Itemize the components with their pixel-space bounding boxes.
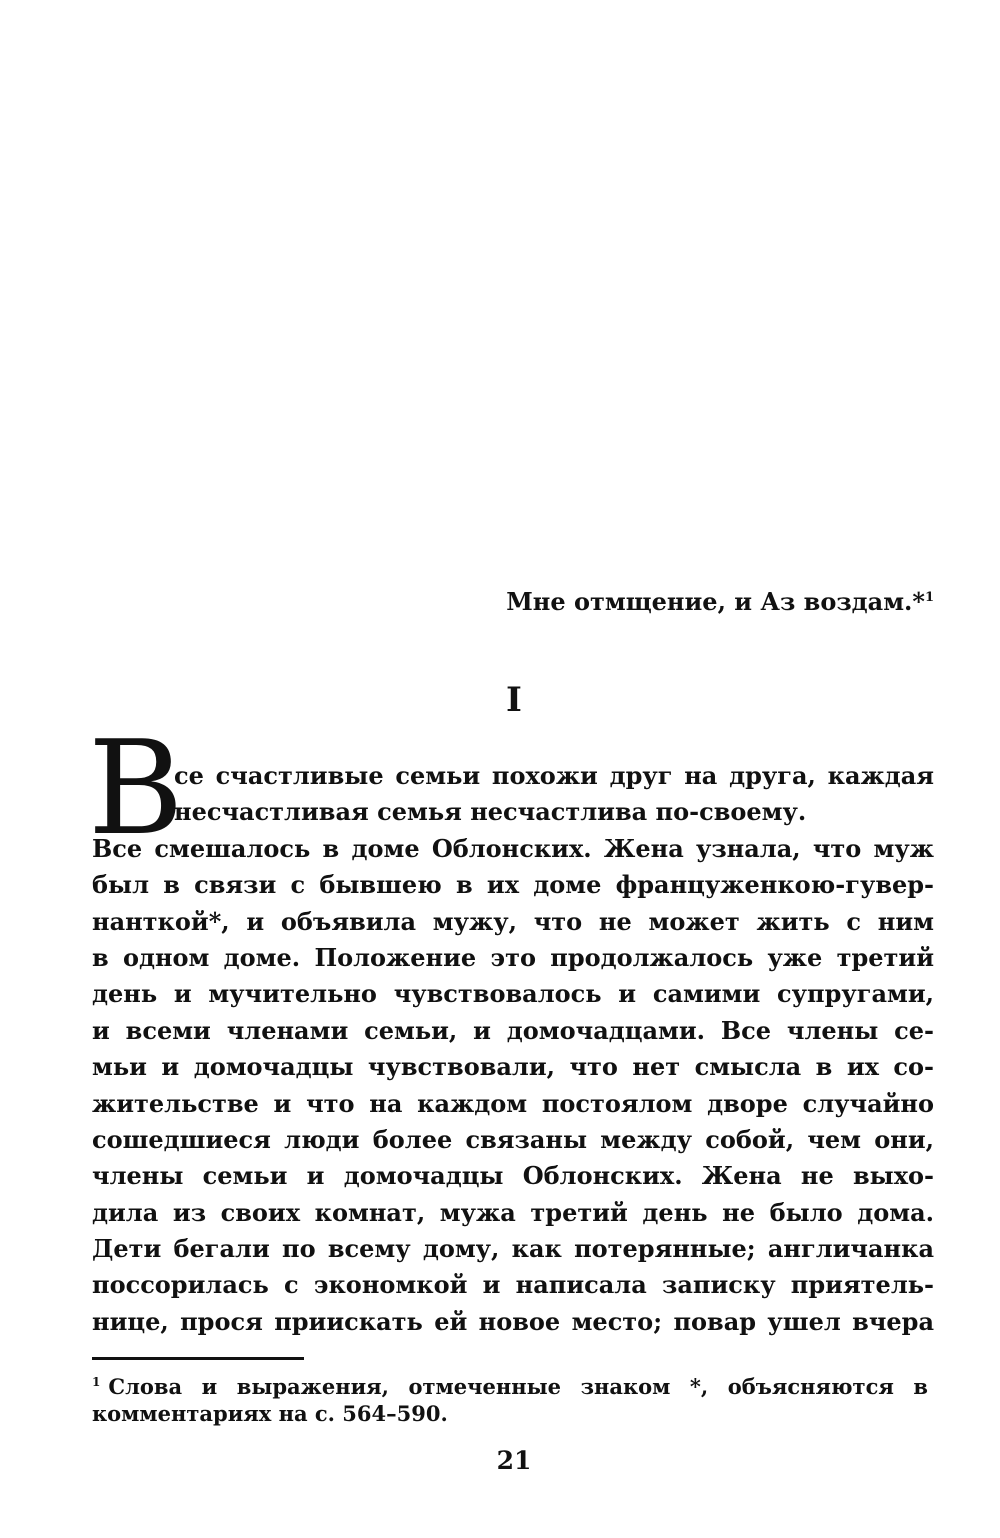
footnote-marker: 1 <box>92 1375 101 1389</box>
text-line: нице, прося приискать ей новое место; повар ушел вчера <box>92 1306 934 1336</box>
text-line: в одном доме. Положение это продолжалось уже третий <box>92 942 934 972</box>
footnote-line <box>92 1366 928 1398</box>
text-line: се счастливые семьи похожи друг на друга, каждая <box>174 761 934 790</box>
text-line: мьи и домочадцы чувствовали, что нет смысла в их со- <box>92 1052 934 1082</box>
epigraph <box>92 582 934 618</box>
text-line: поссорилась с экономкой и написала записку приятель- <box>92 1270 934 1300</box>
epigraph-text: Мне отмщение, и Аз воздам.* <box>506 587 925 616</box>
footnote-line: комментариях на с. 564–590. <box>92 1401 448 1426</box>
drop-cap: В <box>88 712 184 864</box>
footnote-text: Слова и выражения, отмеченные знаком *, объясняются в <box>108 1374 928 1399</box>
footnote-divider <box>92 1357 304 1360</box>
text-line: день и мучительно чувствовалось и самими супругами, <box>92 979 934 1009</box>
page-number: 21 <box>496 1446 532 1475</box>
text-line: нанткой*, и объявила мужу, что не может жить с ним <box>92 906 934 936</box>
footnote <box>92 1366 928 1430</box>
epigraph-footnote-ref: 1 <box>924 590 934 605</box>
text-line: дила из своих комнат, мужа третий день не было дома. <box>92 1197 934 1227</box>
text-line: был в связи с бывшею в их доме француженкою-гувер- <box>92 870 934 900</box>
text-line: члены семьи и домочадцы Облонских. Жена не выхо- <box>92 1161 934 1191</box>
chapter-number: I <box>506 680 522 720</box>
body-text <box>92 758 934 1340</box>
text-line: Все смешалось в доме Облонских. Жена узнала, что муж <box>92 833 934 863</box>
text-line: и всеми членами семьи, и домочадцами. Все члены се- <box>92 1015 934 1045</box>
text-line: Дети бегали по всему дому, как потерянные; англичанка <box>92 1234 934 1264</box>
text-line: жительстве и что на каждом постоялом дворе случайно <box>92 1088 934 1118</box>
text-line: сошедшиеся люди более связаны между собой, чем они, <box>92 1124 934 1154</box>
text-line: несчастливая семья несчастлива по-своему. <box>174 797 807 827</box>
